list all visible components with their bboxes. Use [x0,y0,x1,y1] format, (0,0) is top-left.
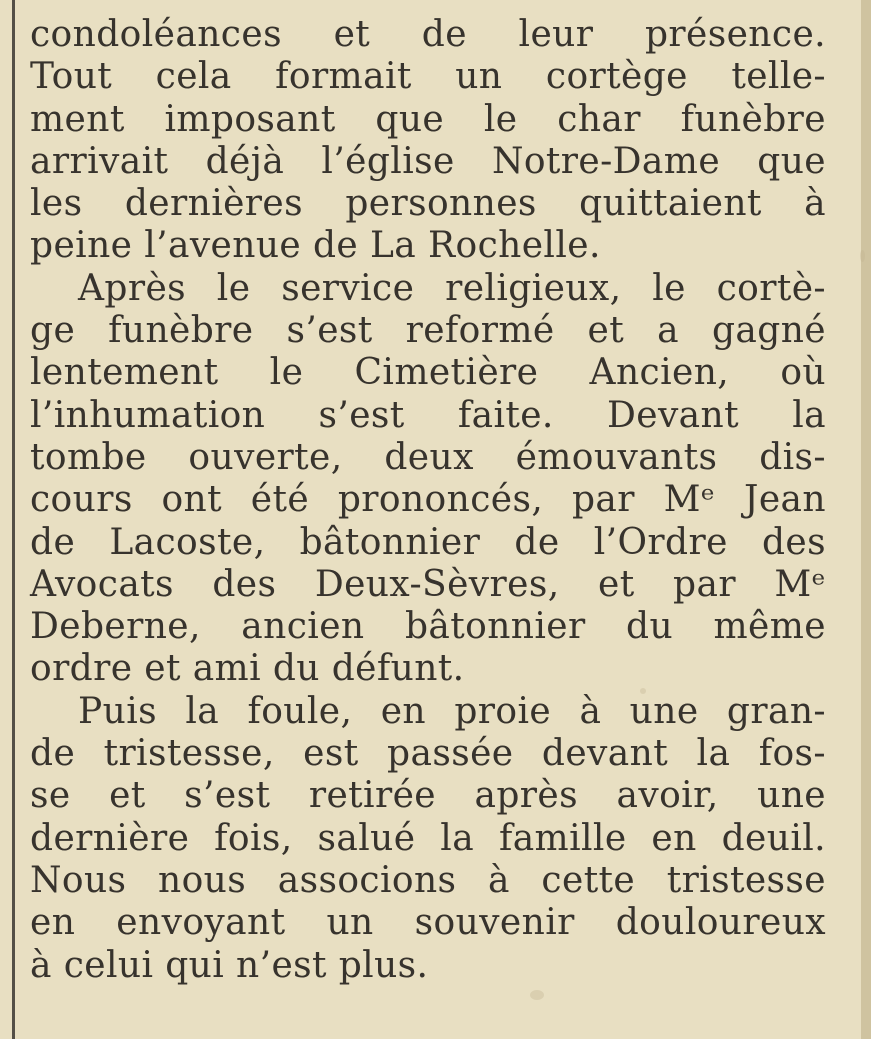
text-line: ordre et ami du défunt. [30,648,465,690]
paragraph-1 [30,14,826,268]
paragraph-2 [30,268,826,691]
text-line: peine l’avenue de La Rochelle. [30,225,601,267]
text-line: à celui qui n’est plus. [30,944,429,986]
text-line: tombe ouverte, deux émouvants dis- [30,436,826,478]
text-line: Avocats des Deux-Sèvres, et par Mᵉ [30,563,826,605]
text-line: cours ont été prononcés, par Mᵉ Jean [30,479,826,521]
text-line: Nous nous associons à cette tristesse [30,859,826,901]
text-line: de tristesse, est passée devant la fos- [30,733,826,775]
article-column [30,14,826,987]
text-line: l’inhumation s’est faite. Devant la [30,394,826,436]
text-line: ge funèbre s’est reformé et a gagné [30,310,826,352]
column-rule [12,0,15,1039]
text-line: Deberne, ancien bâtonnier du même [30,606,826,648]
text-line: ment imposant que le char funèbre [30,98,826,140]
paper-speck [640,688,646,694]
text-line: Après le service religieux, le cortè- [78,267,826,309]
paper-speck [530,990,544,1000]
paragraph-3 [30,691,826,987]
text-line: Puis la foule, en proie à une gran- [78,690,826,732]
text-line: arrivait déjà l’église Notre-Dame que [30,140,826,182]
text-line: dernière fois, salué la famille en deuil. [30,817,826,859]
text-line: condoléances et de leur présence. [30,14,826,55]
paper-speck [860,250,865,262]
text-line: se et s’est retirée après avoir, une [30,775,826,817]
page-edge [861,0,871,1039]
text-line: lentement le Cimetière Ancien, où [30,352,826,394]
text-line: de Lacoste, bâtonnier de l’Ordre des [30,521,826,563]
text-line: les dernières personnes quittaient à [30,183,826,225]
text-line: Tout cela formait un cortège telle- [30,56,826,98]
text-line: en envoyant un souvenir douloureux [30,902,826,944]
